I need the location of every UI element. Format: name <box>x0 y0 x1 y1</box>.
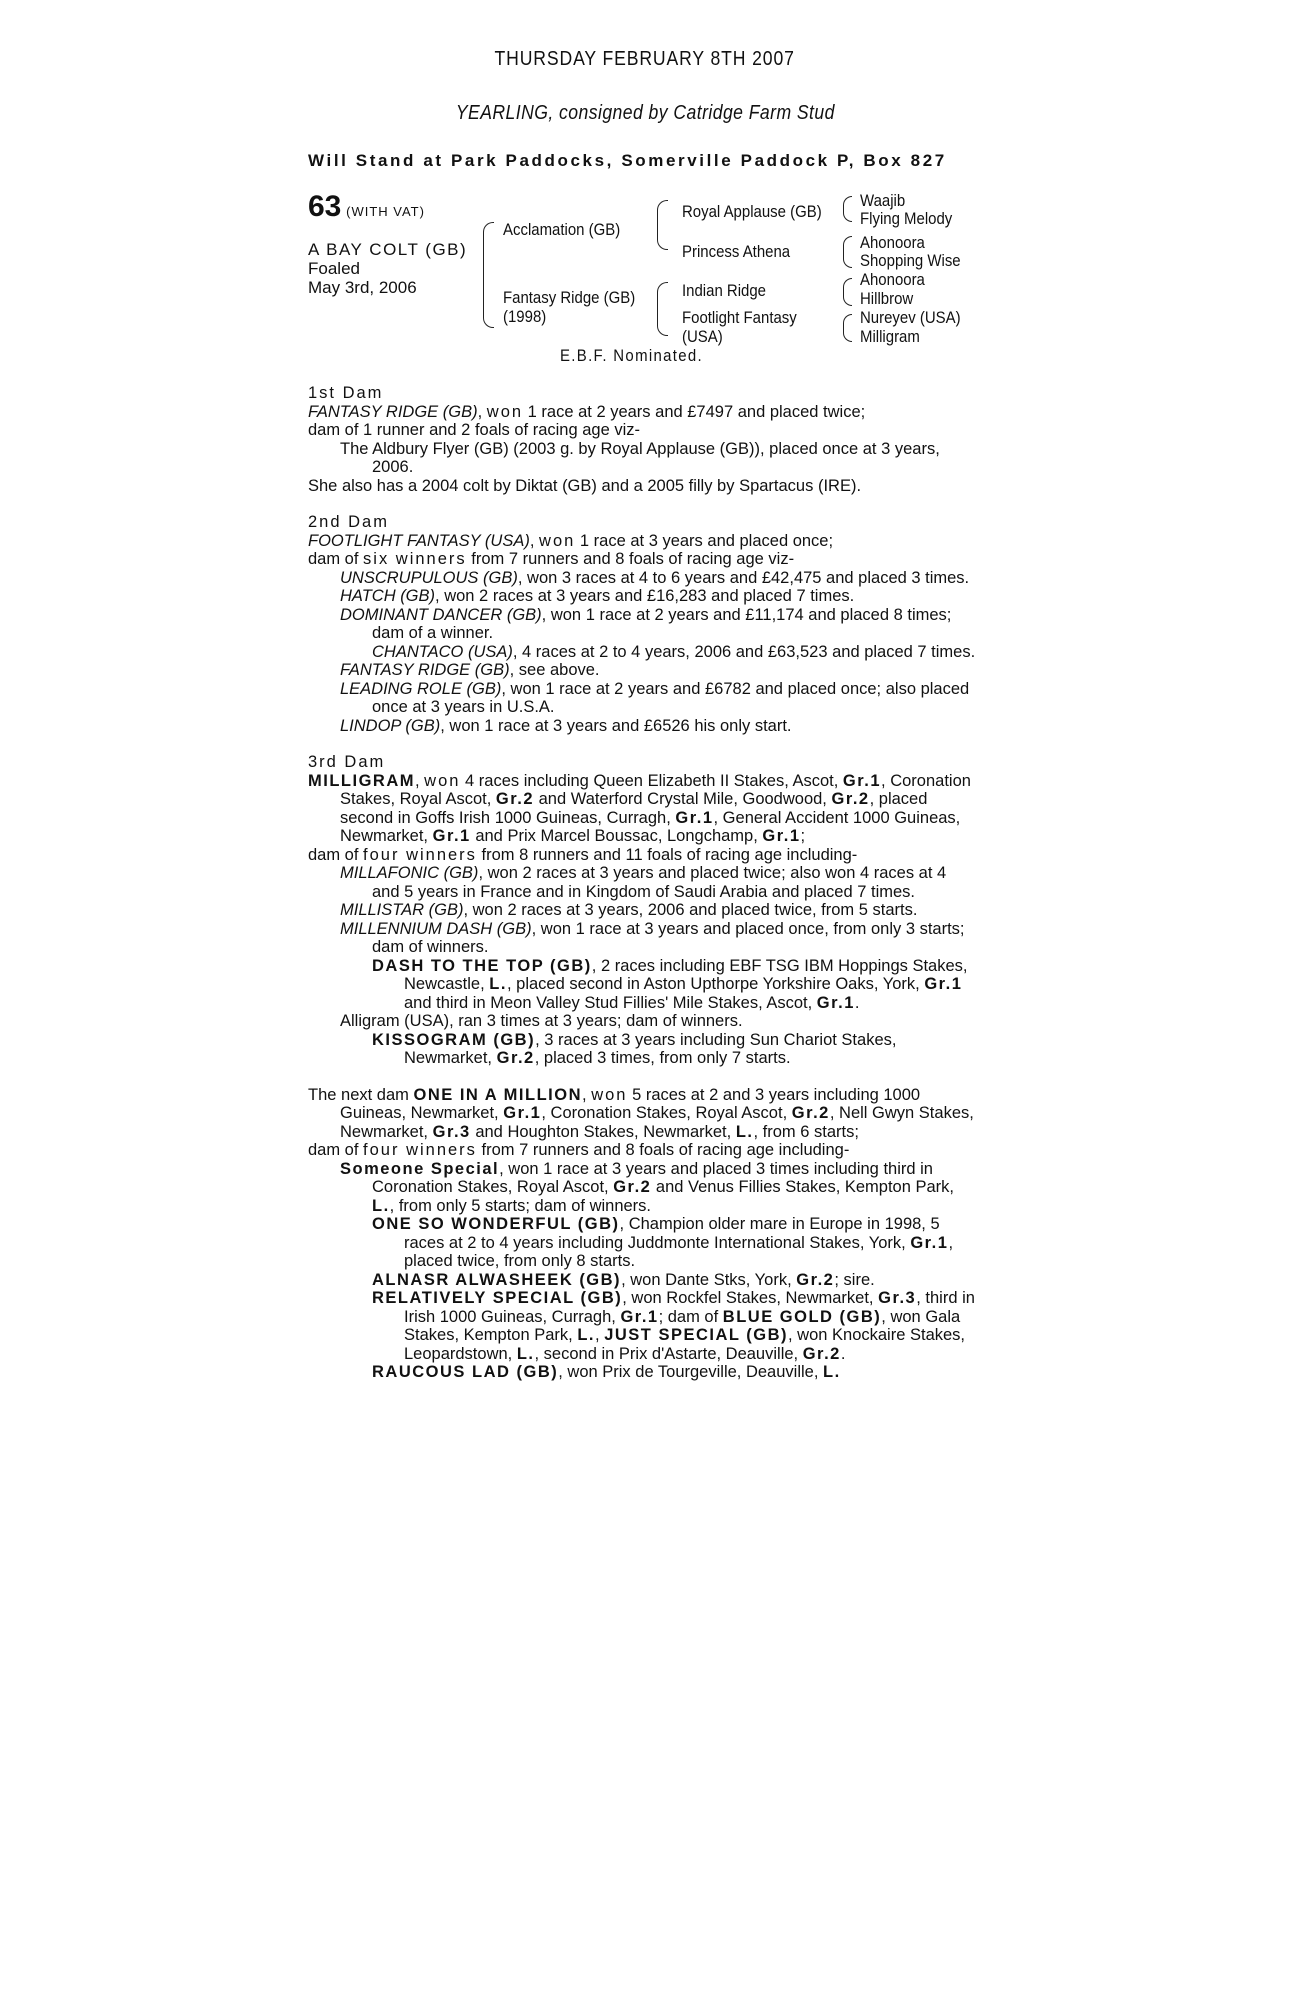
produce-entry: CHANTACO (USA), 4 races at 2 to 4 years, 2006 and £63,523 and placed 7 times. <box>372 642 976 661</box>
pedigree-brace-main <box>483 222 494 328</box>
pedigree-dam-dam-origin: (USA) <box>682 327 723 346</box>
lot-number: 63 <box>308 190 342 223</box>
won-label: won <box>539 531 576 550</box>
second-dam-record: 1 race at 3 years and placed once; <box>579 531 834 550</box>
pedigree-ddd: Milligram <box>860 327 920 346</box>
produce-entry: DASH TO THE TOP (GB), 2 races including EBF TSG IBM Hoppings Stakes, Newcastle, L., placed second in Aston Upthorpe Yorkshire Oaks, York, Gr.1 and third in Meon Valley Stud Fillies' Mile Stakes, Ascot, Gr.1. <box>372 956 968 1012</box>
first-dam-section: 1st Dam FANTASY RIDGE (GB), won 1 race at 2 years and £7497 and placed twice; dam of 1 runner and 2 foals of racing age viz- The Aldbury Flyer (GB) (2003 g. by Royal Applause (GB)), placed once at 3 years, 2006. She also has a 2004 colt by Diktat (GB) and a 2005 filly by Spartacus (IRE). <box>308 384 978 495</box>
pedigree-dam-year: (1998) <box>503 307 547 326</box>
catalogue-body <box>308 384 978 1382</box>
second-dam-heading: 2nd Dam <box>308 513 389 531</box>
produce-entry: RELATIVELY SPECIAL (GB), won Rockfel Stakes, Newmarket, Gr.3, third in Irish 1000 Guineas, Curragh, Gr.1; dam of BLUE GOLD (GB), won Gala Stakes, Kempton Park, L., JUST SPECIAL (GB), won Knockaire Stakes, Leopardstown, L., second in Prix d'Astarte, Deauville, Gr.2. <box>372 1289 975 1363</box>
produce-entry: DOMINANT DANCER (GB), won 1 race at 2 years and £11,174 and placed 8 times; dam of a winner. <box>340 605 952 642</box>
vat-label: (WITH VAT) <box>346 204 425 219</box>
third-dam-record: MILLIGRAM, won 4 races including Queen Elizabeth II Stakes, Ascot, Gr.1, Coronation Stakes, Royal Ascot, Gr.2 and Waterford Crystal Mile, Goodwood, Gr.2, placed second in Goffs Irish 1000 Guineas, Curragh, Gr.1, General Accident 1000 Guineas, Newmarket, Gr.1 and Prix Marcel Boussac, Longchamp, Gr.1; <box>308 771 971 845</box>
first-dam-foal: The Aldbury Flyer (GB) (2003 g. by Royal Applause (GB)), placed once at 3 years, 2006. <box>340 439 940 476</box>
pedigree-sds: Ahonoora <box>860 233 925 252</box>
first-dam-name: FANTASY RIDGE (GB) <box>308 402 478 421</box>
produce-entry: KISSOGRAM (GB), 3 races at 3 years including Sun Chariot Stakes, Newmarket, Gr.2, placed 3 times, from only 7 starts. <box>372 1030 897 1067</box>
produce-entry: MILLAFONIC (GB), won 2 races at 3 years and placed twice; also won 4 races at 4 and 5 years in France and in Kingdom of Saudi Arabia and placed 7 times. <box>340 864 947 901</box>
produce-entry: Someone Special, won 1 race at 3 years and placed 3 times including third in Coronation Stakes, Royal Ascot, Gr.2 and Venus Fillies Stakes, Kempton Park, L., from only 5 starts; dam of winners. <box>340 1159 954 1215</box>
stand-location: Will Stand at Park Paddocks, Somerville Paddock P, Box 827 <box>308 151 947 170</box>
produce-summary: from 7 runners and 8 foals of racing age viz- <box>471 550 795 568</box>
second-dam-name: FOOTLIGHT FANTASY (USA) <box>308 531 530 550</box>
pedigree-dam-sire: Indian Ridge <box>682 281 767 300</box>
lot-description: A BAY COLT (GB) <box>308 240 468 259</box>
ebf-nominated: E.B.F. Nominated. <box>560 346 704 365</box>
third-dam-section <box>308 753 978 1068</box>
pedigree-ssd: Flying Melody <box>860 209 953 228</box>
produce-entry: UNSCRUPULOUS (GB), won 3 races at 4 to 6 years and £42,475 and placed 3 times. <box>340 568 970 587</box>
first-dam-record: 1 race at 2 years and £7497 and placed twice; <box>527 402 866 421</box>
produce-entry: HATCH (GB), won 2 races at 3 years and £16,283 and placed 7 times. <box>340 587 855 605</box>
first-dam-produce: dam of 1 runner and 2 foals of racing age viz- <box>308 421 641 439</box>
produce-entry: MILLENNIUM DASH (GB), won 1 race at 3 years and placed once, from only 3 starts; dam of winners. <box>340 919 965 956</box>
pedigree-sss: Waajib <box>860 191 906 210</box>
produce-entry: ALNASR ALWASHEEK (GB), won Dante Stks, York, Gr.2; sire. <box>372 1270 875 1289</box>
produce-entry: MILLISTAR (GB), won 2 races at 3 years, 2006 and placed twice, from 5 starts. <box>340 901 918 919</box>
dam-of-label: dam of <box>308 550 359 568</box>
first-dam-heading: 1st Dam <box>308 384 384 402</box>
pedigree-sire-dam: Princess Athena <box>682 242 791 261</box>
produce-entry: RAUCOUS LAD (GB), won Prix de Tourgeville, Deauville, L. <box>372 1363 841 1381</box>
pedigree-dam: Fantasy Ridge (GB) <box>503 288 636 307</box>
winners-count: six winners <box>363 550 467 568</box>
first-dam-note: She also has a 2004 colt by Diktat (GB) and a 2005 filly by Spartacus (IRE). <box>308 476 862 495</box>
consignor-line: YEARLING, consigned by Catridge Farm Stud <box>455 102 835 124</box>
won-label: won <box>486 402 524 421</box>
pedigree-brace-ss <box>843 196 852 222</box>
lot-number-line <box>308 190 425 224</box>
produce-entry: LEADING ROLE (GB), won 1 race at 2 years and £6782 and placed once; also placed once at 3 years in U.S.A. <box>340 679 970 716</box>
produce-entry: Alligram (USA), ran 3 times at 3 years; dam of winners. <box>340 1012 743 1030</box>
pedigree-brace-sd <box>843 236 852 268</box>
next-dam-produce: dam of four winners from 7 runners and 8 foals of racing age including- <box>308 1141 850 1159</box>
pedigree-dam-dam: Footlight Fantasy <box>682 308 797 327</box>
pedigree-sire: Acclamation (GB) <box>503 220 621 239</box>
pedigree-brace-dd <box>843 314 852 342</box>
second-dam-section: 2nd Dam FOOTLIGHT FANTASY (USA), won 1 race at 3 years and placed once; dam of six winners from 7 runners and 8 foals of racing age viz- UNSCRUPULOUS (GB), won 3 races at 4 to 6 years and £42,475 and placed 3 times. HATCH (GB), won 2 races at 3 years and £16,283 and placed 7 times. DOMINANT DANCER (GB), won 1 race at 2 years and £11,174 and placed 8 times; dam of a winner. CHANTACO (USA), 4 races at 2 to 4 years, 2006 and £63,523 and placed 7 times. FANTASY RIDGE (GB), see above. LEADING ROLE (GB), won 1 race at 2 years and £6782 and placed once; also placed once at 3 years in U.S.A. LINDOP (GB), won 1 race at 3 years and £6526 his only start. <box>308 513 978 735</box>
produce-entry: FANTASY RIDGE (GB), see above. <box>340 661 600 679</box>
produce-entry: ONE SO WONDERFUL (GB), Champion older mare in Europe in 1998, 5 races at 2 to 4 years including Juddmonte International Stakes, York, Gr.1, placed twice, from only 8 starts. <box>372 1215 954 1270</box>
pedigree-brace-ds <box>843 278 852 306</box>
pedigree-brace-dam <box>657 282 668 336</box>
third-dam-produce: dam of four winners from 8 runners and 11 foals of racing age including- <box>308 845 858 864</box>
pedigree-dss: Ahonoora <box>860 270 925 289</box>
pedigree-brace-sire <box>657 200 668 250</box>
next-dam-record: The next dam ONE IN A MILLION, won 5 races at 2 and 3 years including 1000 Guineas, Newmarket, Gr.1, Coronation Stakes, Royal Ascot, Gr.2, Nell Gwyn Stakes, Newmarket, Gr.3 and Houghton Stakes, Newmarket, L., from 6 starts; <box>308 1085 974 1141</box>
pedigree-dsd: Hillbrow <box>860 289 914 308</box>
foaled-date: May 3rd, 2006 <box>308 278 417 297</box>
sale-date: THURSDAY FEBRUARY 8TH 2007 <box>494 48 796 70</box>
foaled-label: Foaled <box>308 259 360 278</box>
produce-entry: LINDOP (GB), won 1 race at 3 years and £6526 his only start. <box>340 716 792 735</box>
pedigree-sdd: Shopping Wise <box>860 251 961 270</box>
pedigree-dds: Nureyev (USA) <box>860 308 961 327</box>
next-dam-section <box>308 1086 978 1382</box>
pedigree-sire-sire: Royal Applause (GB) <box>682 202 822 221</box>
third-dam-heading: 3rd Dam <box>308 753 386 771</box>
